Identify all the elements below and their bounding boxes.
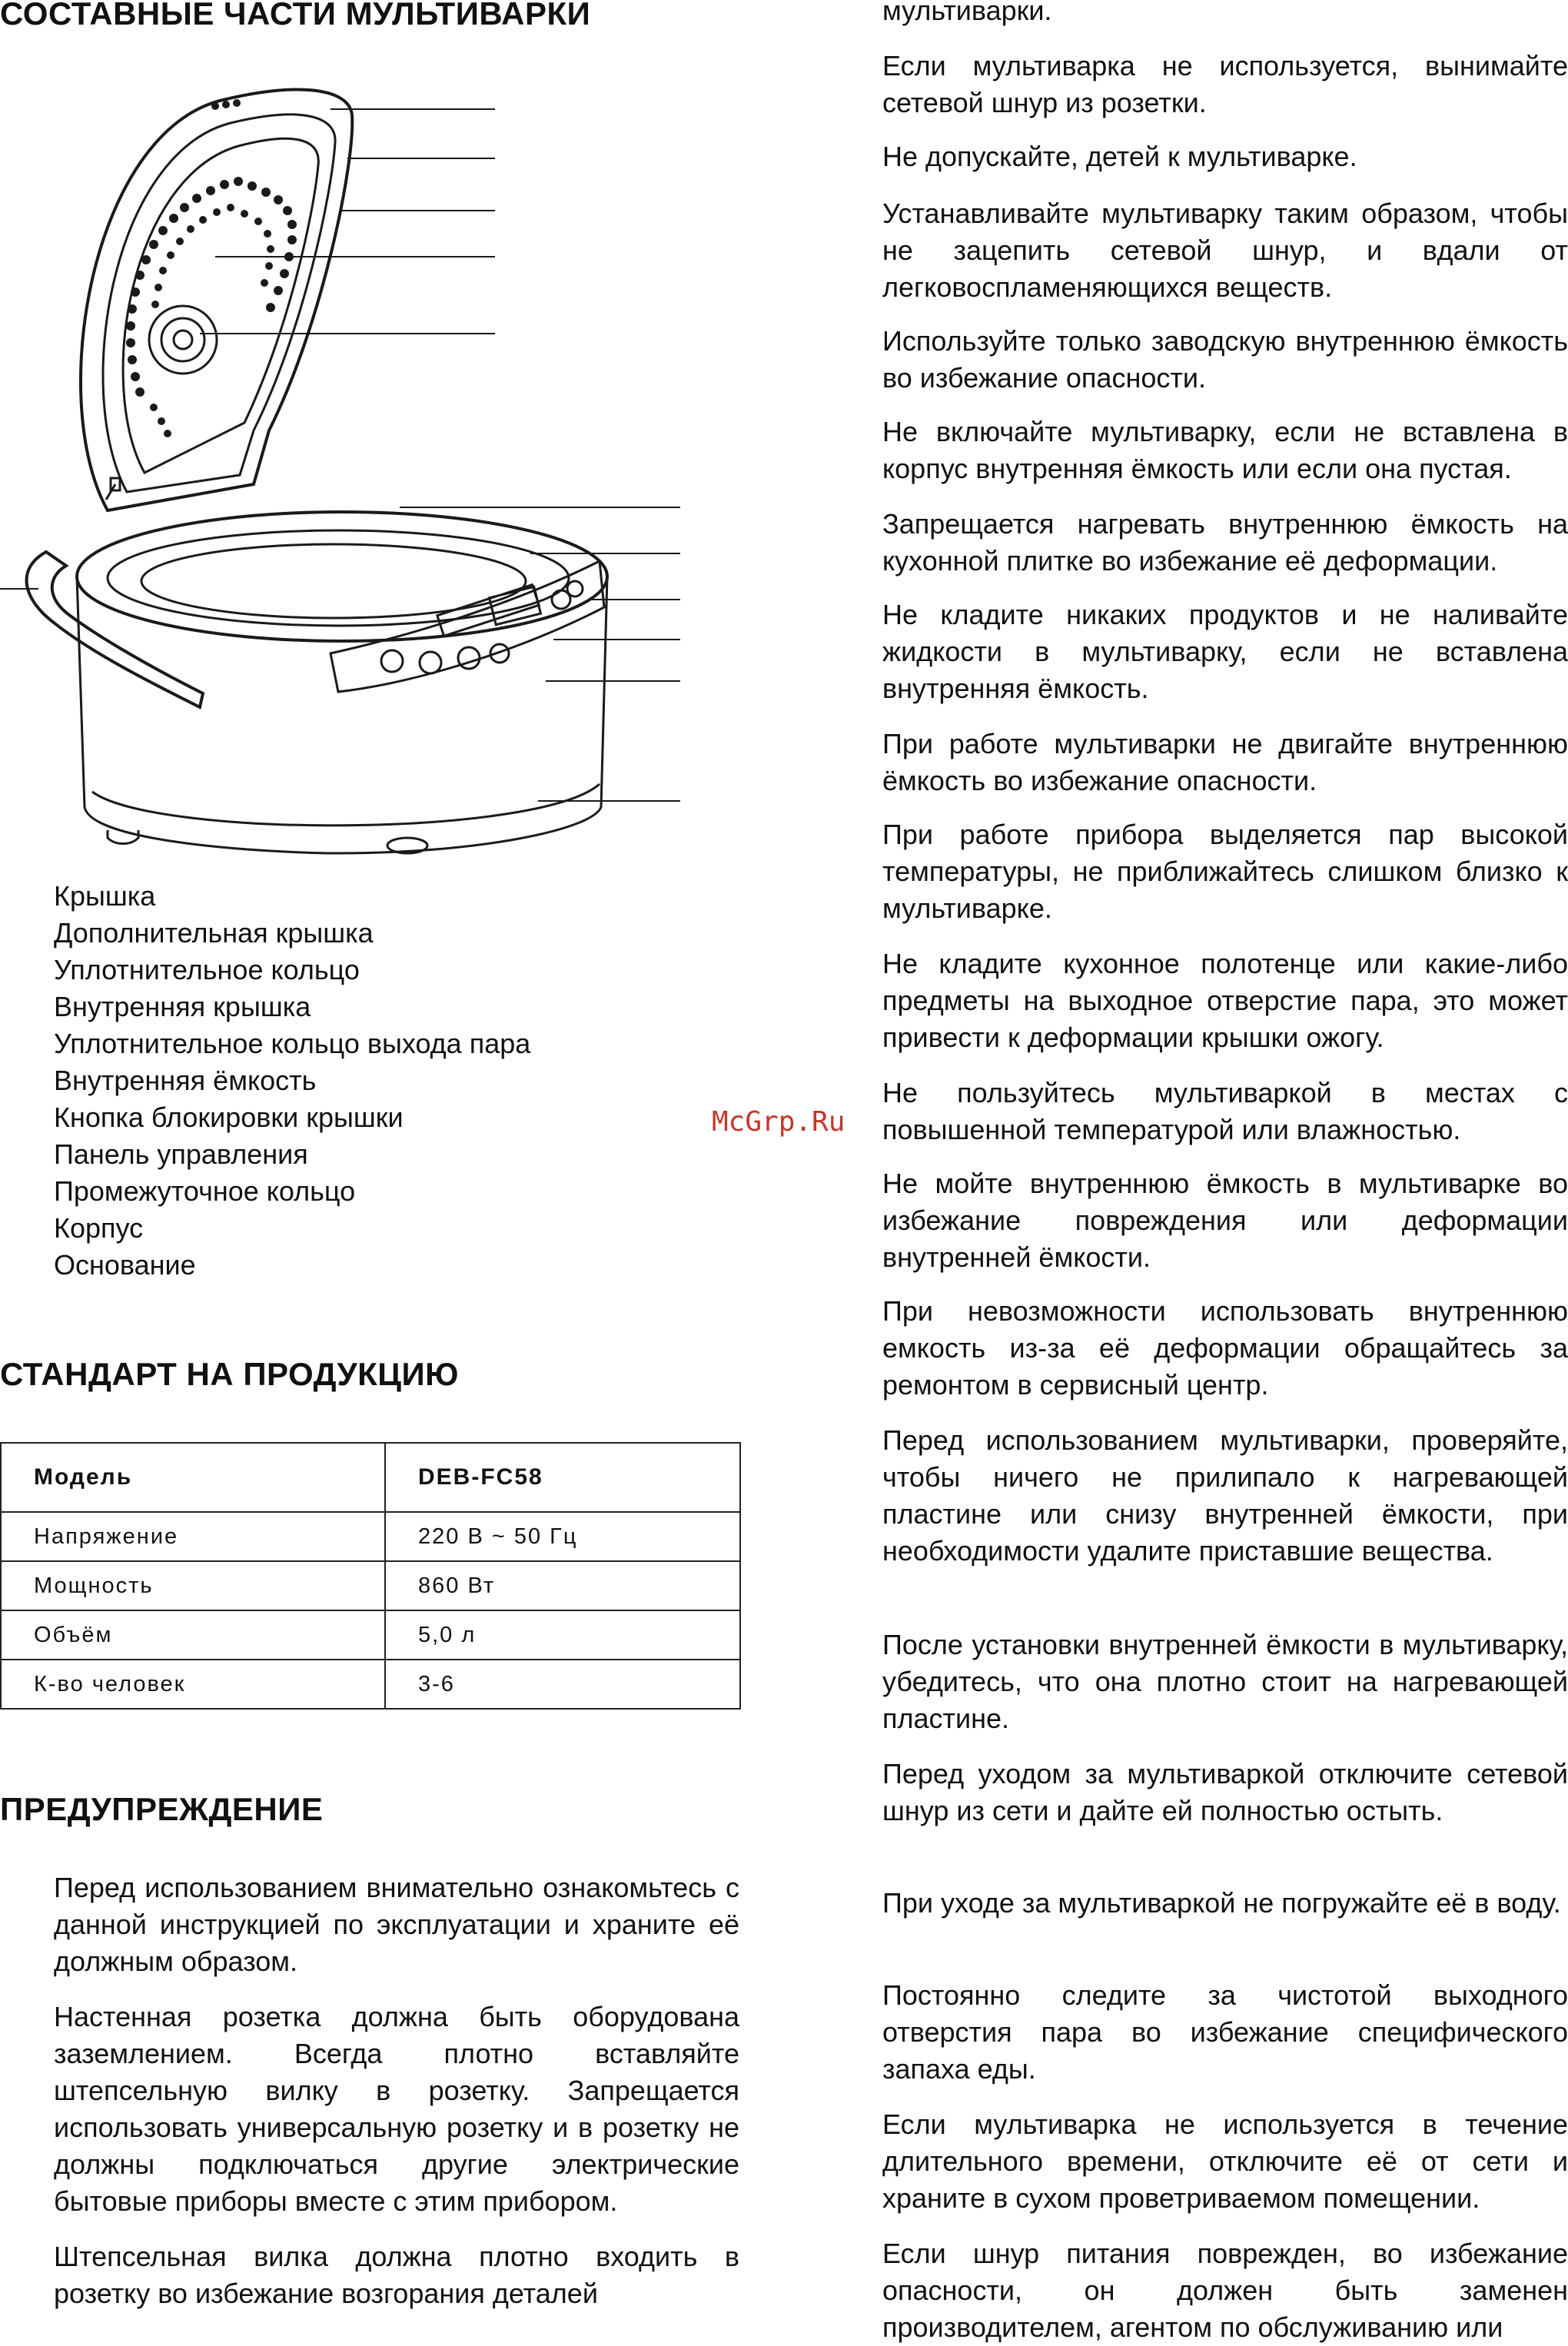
list-item: Корпус [54,1212,144,1244]
table-cell: 220 В ~ 50 Гц [385,1512,740,1561]
paragraph: Если шнур питания поврежден, во избежание опасности, он должен быть заменен производителем, агентом по обслуживанию или [882,2238,1568,2343]
paragraph: Не включайте мультиварку, если не вставлена в корпус внутренняя ёмкость или если она пустая. [882,416,1568,484]
list-item: Внутренняя ёмкость [54,1065,317,1096]
spec-table [0,1442,741,1710]
list-item: Кнопка блокировки крышки [54,1102,404,1133]
table-cell: К-во человек [1,1660,385,1709]
table-row [1,1660,740,1709]
paragraph: Перед использованием мультиварки, проверяйте, чтобы ничего не прилипало к нагревающей пластине или снизу внутренней ёмкости, при необходимости удалите приставшие вещества. [882,1424,1568,1567]
paragraph: мультиварки. [882,0,1052,26]
paragraph: Если мультиварка не используется в течение длительного времени, отключите её от сети и храните в сухом проветриваемом помещении. [882,2108,1568,2214]
paragraph: Постоянно следите за чистотой выходного отверстия пара во избежание специфического запаха еды. [882,1979,1568,2085]
parts-heading: СОСТАВНЫЕ ЧАСТИ МУЛЬТИВАРКИ [0,0,591,32]
table-cell: 3-6 [385,1660,740,1709]
paragraph: Штепсельная вилка должна плотно входить в розетку во избежание возгорания деталей [54,2241,739,2309]
paragraph: Не пользуйтесь мультиваркой в местах с повышенной температурой или влажностью. [882,1077,1568,1145]
table-cell: 5,0 л [385,1610,740,1660]
paragraph: Используйте только заводскую внутреннюю ёмкость во избежание опасности. [882,325,1568,394]
list-item: Панель управления [54,1138,308,1170]
paragraph: После установки внутренней ёмкости в мультиварку, убедитесь, что она плотно стоит на нагревающей пластине. [882,1629,1568,1734]
body-drawing [27,512,607,853]
paragraph: При уходе за мультиваркой не погружайте её в воду. [882,1887,1561,1919]
paragraph: Не кладите кухонное полотенце или какие-либо предметы на выходное отверстие пара, это может привести к деформации крышки ожогу. [882,948,1568,1053]
table-cell: 860 Вт [385,1561,740,1610]
paragraph: При работе прибора выделяется пар высокой температуры, не приближайтесь слишком близко к мультиварке. [882,819,1568,924]
parts-list [54,878,530,1284]
table-row [1,1610,740,1660]
watermark: McGrp.Ru [712,1106,845,1138]
list-item: Промежуточное кольцо [54,1175,356,1207]
table-cell: Модель [1,1443,385,1512]
table-cell: Напряжение [1,1512,385,1561]
paragraph: Устанавливайте мультиварку таким образом, чтобы не зацепить сетевой шнур, и вдали от легковоспламеняющихся веществ. [882,198,1568,303]
paragraph: Если мультиварка не используется, вынимайте сетевой шнур из розетки. [882,50,1568,118]
list-item: Внутренняя крышка [54,991,311,1022]
list-item: Дополнительная крышка [54,917,374,949]
paragraph: Запрещается нагревать внутреннюю ёмкость на кухонной плитке во избежание её деформации. [882,508,1568,577]
paragraph: Не мойте внутреннюю ёмкость в мультиварке во избежание повреждения или деформации внутренней ёмкости. [882,1168,1568,1273]
paragraph: При работе мультиварки не двигайте внутреннюю ёмкость во избежание опасности. [882,728,1568,796]
table-cell: Объём [1,1610,385,1660]
list-item: Уплотнительное кольцо [54,954,360,985]
table-row [1,1561,740,1610]
paragraph: Перед использованием внимательно ознакомьтесь с данной инструкцией по эксплуатации и храните её должным образом. [54,1872,739,1977]
table-cell: DEB-FC58 [385,1443,740,1512]
list-item: Уплотнительное кольцо выхода пара [54,1028,531,1059]
table-row [1,1512,740,1561]
multicooker-illustration [0,69,692,869]
list-item: Основание [54,1249,196,1281]
paragraph: Настенная розетка должна быть оборудована заземлением. Всегда плотно вставляйте штепсельную вилку в розетку. Запрещается использовать универсальную розетку и в розетку не должны подключаться другие электрические бытовые приборы вместе с этим прибором. [54,2001,739,2217]
warning-heading: ПРЕДУПРЕЖДЕНИЕ [0,1791,324,1827]
lid-drawing [81,90,352,510]
paragraph: Не допускайте, детей к мультиварке. [882,141,1357,172]
table-row [1,1443,740,1512]
paragraph: Перед уходом за мультиваркой отключите сетевой шнур из сети и дайте ей полностью остыть. [882,1758,1568,1826]
list-item: Крышка [54,880,156,912]
table-cell: Мощность [1,1561,385,1610]
standard-heading: СТАНДАРТ НА ПРОДУКЦИЮ [0,1356,459,1392]
paragraph: При невозможности использовать внутреннюю емкость из-за её деформации обращайтесь за ремонтом в сервисный центр. [882,1295,1568,1401]
paragraph: Не кладите никаких продуктов и не наливайте жидкости в мультиварку, если не вставлена внутренняя ёмкость. [882,599,1568,704]
